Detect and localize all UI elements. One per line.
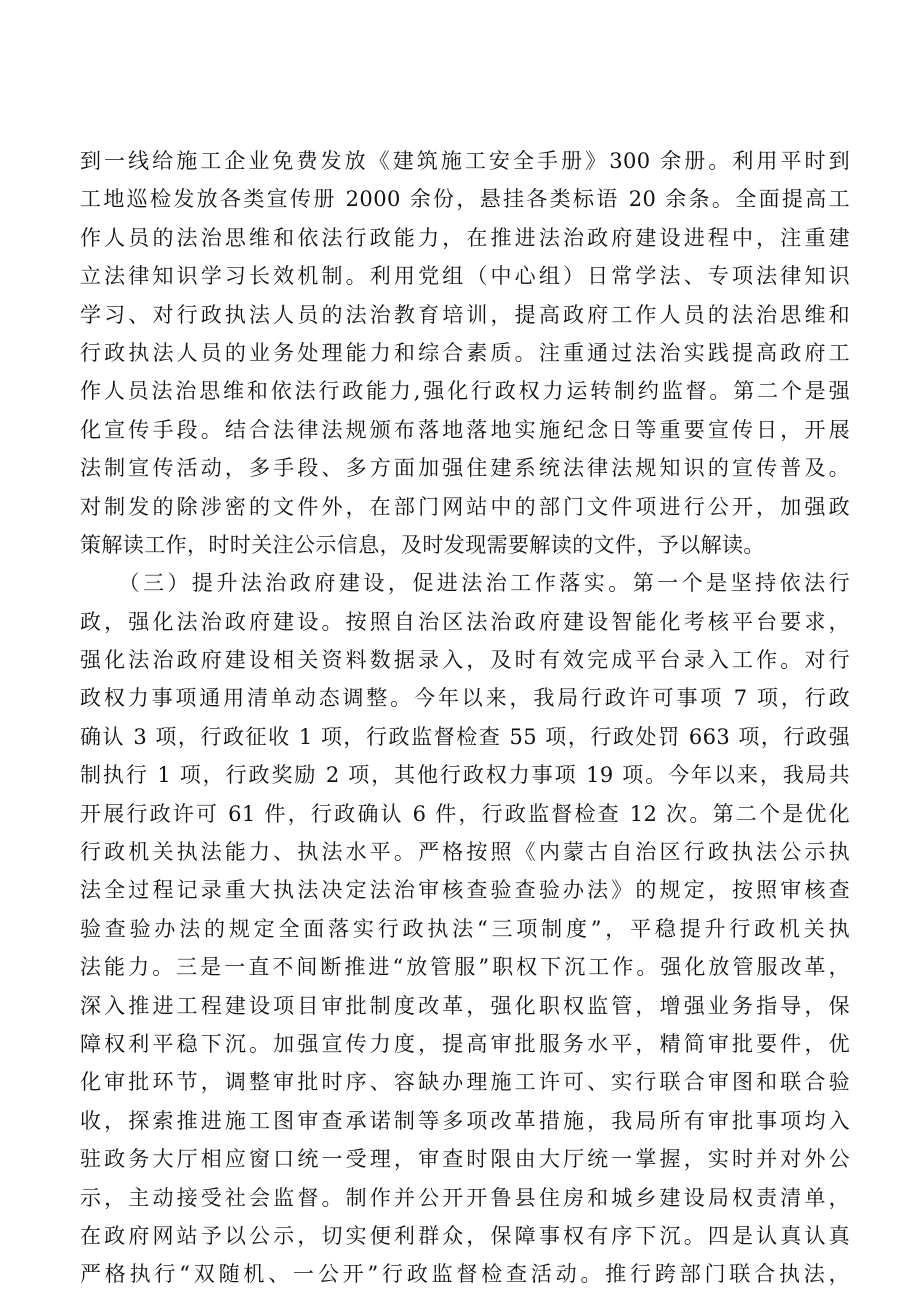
text-line: 化审批环节，调整审批时序、容缺办理施工许可、实行联合审图和联合验 [80,1070,850,1095]
text-line: 策解读工作，时时关注公示信息，及时发现需要解读的文件，予以解读。 [80,532,765,557]
text-line: 制执行 1 项，行政奖励 2 项，其他行政权力事项 19 项。今年以来，我局共 [80,763,850,788]
text-line: 行政执法人员的业务处理能力和综合素质。注重通过法治实践提高政府工 [80,340,850,365]
text-line: 示，主动接受社会监督。制作并公开开鲁县住房和城乡建设局权责清单， [80,1185,850,1210]
text-line: 化宣传手段。结合法律法规颁布落地落地实施纪念日等重要宣传日，开展 [80,417,850,442]
text-line: 立法律知识学习长效机制。利用党组（中心组）日常学法、专项法律知识 [80,264,850,289]
section-heading-line: （三）提升法治政府建设，促进法治工作落实。第一个是坚持依法行 [80,571,850,596]
text-line: 在政府网站予以公示，切实便利群众，保障事权有序下沉。四是认真认真 [80,1223,850,1248]
text-line: 政权力事项通用清单动态调整。今年以来，我局行政许可事项 7 项，行政 [80,686,850,711]
text-line: 政，强化法治政府建设。按照自治区法治政府建设智能化考核平台要求， [80,609,850,634]
text-line: 作人员法治思维和依法行政能力,强化行政权力运转制约监督。第二个是强 [80,379,850,404]
text-line: 严格执行“双随机、一公开”行政监督检查活动。推行跨部门联合执法， [80,1262,850,1287]
text-line: 开展行政许可 61 件，行政确认 6 件，行政监督检查 12 次。第二个是优化 [80,801,850,826]
text-line: 对制发的除涉密的文件外，在部门网站中的部门文件项进行公开，加强政 [80,494,850,519]
text-line: 验查验办法的规定全面落实行政执法“三项制度”，平稳提升行政机关执 [80,916,850,941]
text-line: 到一线给施工企业免费发放《建筑施工安全手册》300 余册。利用平时到 [80,149,850,173]
body-text [80,142,850,1294]
text-line: 法制宣传活动，多手段、多方面加强住建系统法律法规知识的宣传普及。 [80,456,850,481]
text-line: 法能力。三是一直不间断推进“放管服”职权下沉工作。强化放管服改革， [80,955,850,980]
text-line: 行政机关执法能力、执法水平。严格按照《内蒙古自治区行政执法公示执 [80,840,850,865]
text-line: 驻政务大厅相应窗口统一受理，审查时限由大厅统一掌握，实时并对外公 [80,1147,850,1172]
text-line: 工地巡检发放各类宣传册 2000 余份，悬挂各类标语 20 余条。全面提高工 [80,187,850,212]
text-line: 收，探索推进施工图审查承诺制等多项改革措施，我局所有审批事项均入 [80,1108,850,1133]
text-line: 学习、对行政执法人员的法治教育培训，提高政府工作人员的法治思维和 [80,302,850,327]
text-line: 障权利平稳下沉。加强宣传力度，提高审批服务水平，精简审批要件，优 [80,1031,850,1056]
text-line: 法全过程记录重大执法决定法治审核查验查验办法》的规定，按照审核查 [80,878,850,903]
text-line: 确认 3 项，行政征收 1 项，行政监督检查 55 项，行政处罚 663 项，行政强 [80,724,850,749]
text-line: 作人员的法治思维和依法行政能力，在推进法治政府建设进程中，注重建 [80,225,850,250]
text-line: 深入推进工程建设项目审批制度改革，强化职权监管，增强业务指导，保 [80,993,850,1018]
text-line: 强化法治政府建设相关资料数据录入，及时有效完成平台录入工作。对行 [80,648,850,673]
